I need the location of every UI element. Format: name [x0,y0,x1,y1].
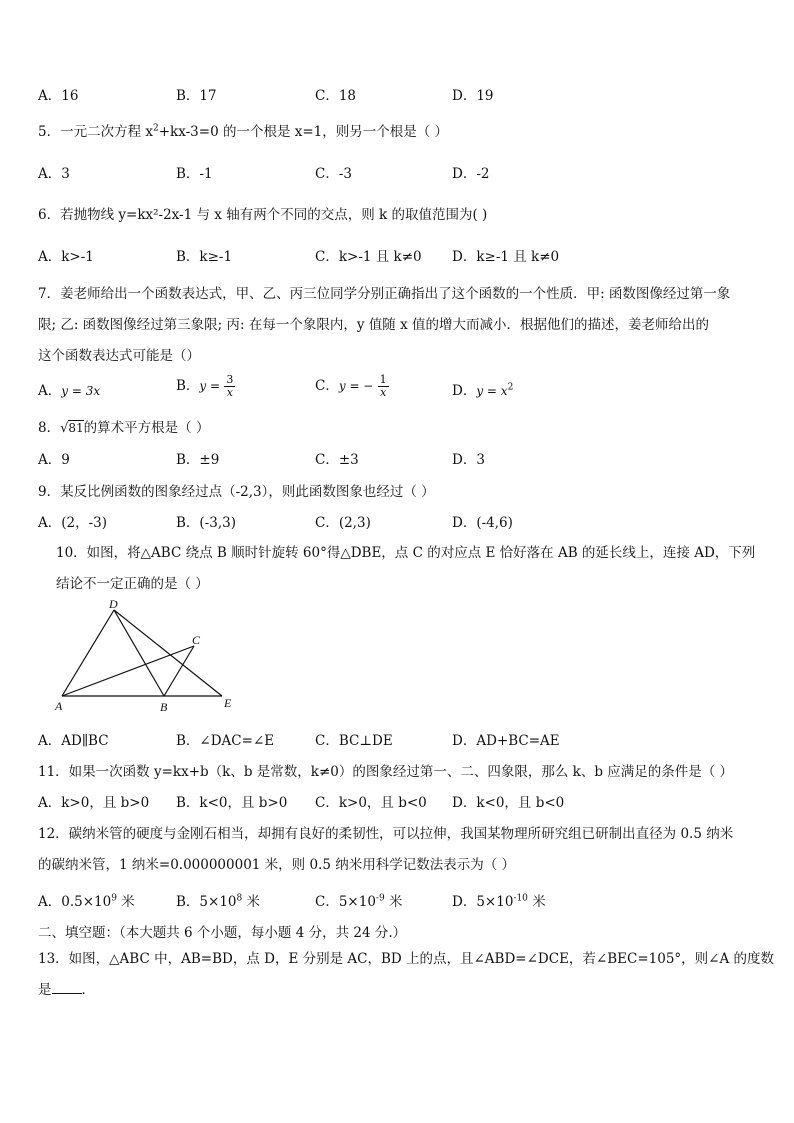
q10-option-d: D．AD+BC=AE [452,733,560,749]
q6-option-d: D．k≥-1 且 k≠0 [452,249,560,265]
q11-option-b: B．k<0，且 b>0 [176,795,288,811]
q9-option-c: C．(2,3) [315,515,371,531]
q10-option-c: C．BC⊥DE [315,733,393,749]
q10-line-2: 结论不一定正确的是（ ） [56,576,209,592]
q9-option-d: D．(-4,6) [452,515,513,531]
q12-option-c: C．$5\times 10^{-9}$ 米 [315,893,403,910]
q6-stem: 6．若抛物线 y=kx²-2x-1 与 x 轴有两个不同的交点，则 k 的取值范围为( ) [38,207,488,223]
q8-options [38,448,758,466]
q9-stem: 9．某反比例函数的图象经过点（-2,3），则此函数图象也经过（ ） [38,484,435,500]
q7-line-1: 7．姜老师给出一个函数表达式，甲、乙、丙三位同学分别正确指出了这个函数的一个性质．甲: 函数图像经过第一象 [38,286,731,302]
q5-text-a: 5．一元二次方程 x [38,124,153,140]
q7-option-c: C．y = − $\frac{1}{x}$ [315,373,387,399]
q7-option-d: D．$y = x^2$ [452,382,514,399]
q7-option-a: A．y = 3x [38,383,101,399]
segment-de [114,610,222,696]
q5-option-c: C．-3 [315,166,352,182]
q5-option-a: A．3 [38,166,70,182]
label-d: D [109,598,118,611]
q10-options [38,729,758,747]
q10-triangle-figure [52,598,240,716]
segment-ad [62,610,114,696]
q10-option-a: A．AD∥BC [38,733,109,749]
q13-line-2: 是 ． [38,982,95,998]
q5-option-b: B．-1 [176,166,213,182]
q7-line-2: 限; 乙: 函数图像经过第三象限; 丙: 在每一个象限内，y 值随 x 值的增大而减小．根据他们的描述，姜老师给出的 [38,317,709,333]
q4-options [38,84,758,102]
q12-options [38,890,758,908]
label-b: B [160,700,168,714]
q8-option-a: A．9 [38,452,70,468]
q6-option-a: A．k>-1 [38,249,94,265]
q9-option-a: A．(2，-3) [38,515,108,531]
label-e: E [224,696,232,710]
q11-option-c: C．k>0，且 b<0 [315,795,427,811]
q5-option-d: D．-2 [452,166,490,182]
q11-stem: 11．如果一次函数 y=kx+b（k、b 是常数，k≠0）的图象经过第一、二、四象限，那么 k、b 应满足的条件是（ ） [38,764,734,780]
q7-option-b: B．y = $\frac{3}{x}$ [176,373,234,399]
q10-option-b: B．∠DAC=∠E [176,733,275,749]
q12-line-1: 12．碳纳米管的硬度与金刚石相当，却拥有良好的柔韧性，可以拉伸，我国某物理所研究组已研制出直径为 0.5 纳米 [38,826,734,842]
q8-option-c: C．±3 [315,452,359,468]
label-c: C [192,633,201,647]
segment-db [114,610,164,696]
q6-option-c: C．k>-1 且 k≠0 [315,249,422,265]
q6-options [38,245,758,263]
q4-option-b: B．17 [176,88,217,104]
q4-option-c: C．18 [315,88,357,104]
label-a: A [55,699,63,713]
q13-answer-blank[interactable] [52,981,82,994]
q8-option-d: D．3 [452,452,485,468]
q10-line-1: 10．如图，将△ABC 绕点 B 顺时针旋转 60°得△DBE，点 C 的对应点 E 恰好落在 AB 的延长线上，连接 AD，下列 [56,545,756,561]
segment-ac [62,646,194,696]
figure-lines [62,610,222,696]
q9-option-b: B．(-3,3) [176,515,236,531]
q8-stem: 8．√81的算术平方根是（ ） [38,420,210,436]
q11-options [38,791,758,809]
q5-options [38,162,758,180]
section-2-heading: 二、填空题：（本大题共 6 个小题，每小题 4 分，共 24 分.） [38,925,407,941]
q11-option-a: A．k>0，且 b>0 [38,795,150,811]
q4-option-d: D．19 [452,88,494,104]
q8-radicand: 81 [68,421,84,435]
q7-line-3: 这个函数表达式可能是（） [38,348,200,364]
q12-option-d: D．$5\times 10^{-10}$ 米 [452,893,546,910]
q6-option-b: B．k≥-1 [176,249,233,265]
q5-text-b: +kx-3=0 的一个根是 x=1，则另一个根是（ ） [158,124,449,140]
q5-stem [38,120,448,140]
q8-option-b: B．±9 [176,452,220,468]
q11-option-d: D．k<0，且 b<0 [452,795,565,811]
q12-option-a: A．$0.5\times 10^9$ 米 [38,893,135,910]
q9-options [38,511,758,529]
q12-option-b: B．$5\times 10^8$ 米 [176,893,261,910]
q12-line-2: 的碳纳米管，1 纳米=0.000000001 米，则 0.5 纳米用科学记数法表示为（ ） [38,857,516,873]
q5-sup: 2 [153,123,159,134]
q4-option-a: A．16 [38,88,79,104]
q7-options [38,374,758,408]
q13-line-1: 13．如图，△ABC 中，AB=BD，点 D，E 分别是 AC，BD 上的点，且∠ABD=∠DCE，若∠BEC=105°，则∠A 的度数 [38,951,775,967]
sqrt-icon: √ [60,421,69,436]
